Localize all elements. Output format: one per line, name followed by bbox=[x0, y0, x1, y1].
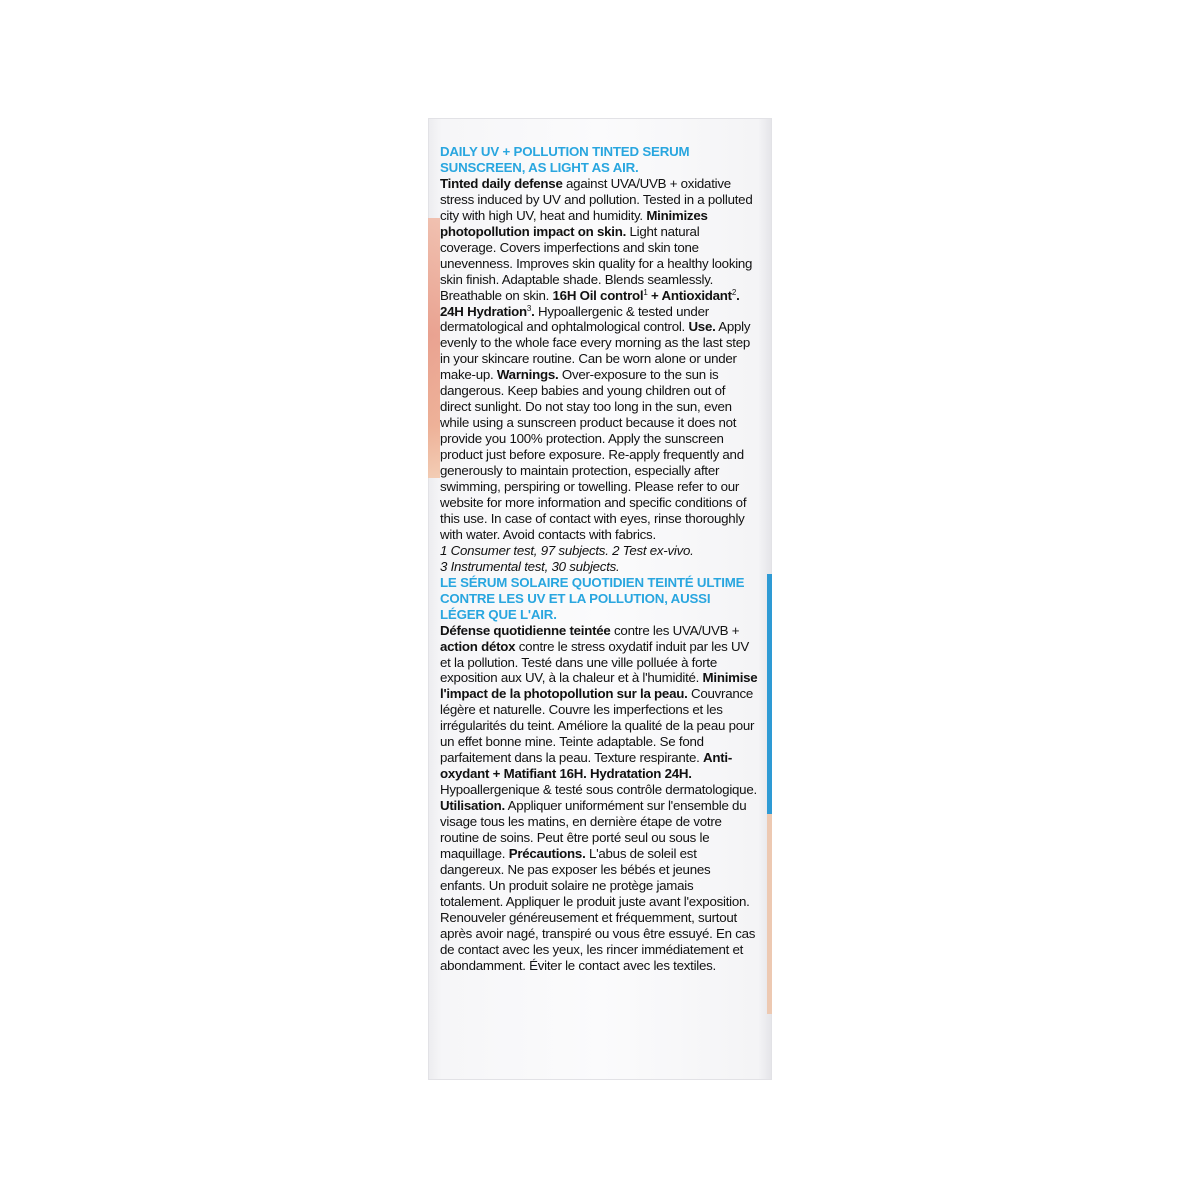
fr-text-1: contre les UVA/UVB + bbox=[610, 622, 740, 638]
skin-edge-stripe bbox=[767, 814, 772, 1014]
en-sup-2: 2 bbox=[731, 287, 737, 297]
tint-color-swatch bbox=[428, 218, 440, 478]
fr-bold-antioxydant: Anti-oxydant + Matifiant 16H. Hydratation 24H. bbox=[440, 750, 733, 782]
en-sup-3: 3 bbox=[526, 303, 532, 313]
en-text-3: Light natural coverage. Covers imperfections and skin tone unevenness. Improves skin quality for a healthy looking skin finish. Adaptable shade. Blends seamlessly. Breathable on skin. bbox=[440, 223, 753, 303]
blue-edge-stripe bbox=[767, 574, 772, 814]
en-bold-warnings: Warnings. bbox=[496, 367, 559, 383]
fr-bold-utilisation: Utilisation. bbox=[440, 798, 505, 814]
en-footnote-2: 3 Instrumental test, 30 subjects. bbox=[440, 558, 620, 574]
fr-text-4: Hypoallergenique & testé sous contrôle dermatologique. bbox=[440, 782, 757, 798]
english-heading: DAILY UV + POLLUTION TINTED SERUM SUNSCREEN, AS LIGHT AS AIR. bbox=[440, 144, 690, 175]
french-description bbox=[440, 623, 758, 974]
en-bold-period: . bbox=[531, 303, 535, 319]
english-description bbox=[440, 176, 758, 543]
fr-text-use: Appliquer uniformément sur l'ensemble du visage tous les matins, en dernière étape de votre routine de soins. Peut être porté seul ou sous le maquillage. bbox=[440, 798, 747, 861]
en-bold-antioxidant: + Antioxidant bbox=[647, 287, 732, 303]
fr-bold-defense: Défense quotidienne teintée bbox=[440, 622, 611, 638]
en-bold-use: Use. bbox=[688, 319, 716, 335]
fr-text-3: Couvrance légère et naturelle. Couvre les imperfections et les irrégularités du teint. Améliore la qualité de la peau pour un effet bonne mine. Teinte adaptable. Se fond parfaitement dans la peau. Texture respirante. bbox=[440, 686, 755, 766]
fr-bold-detox: action détox bbox=[440, 638, 516, 654]
en-bold-oil-control: 16H Oil control bbox=[552, 287, 644, 303]
fr-bold-precautions: Précautions. bbox=[508, 845, 586, 861]
en-sup-1: 1 bbox=[643, 287, 648, 297]
en-text-1: against UVA/UVB + oxidative stress induced by UV and pollution. Tested in a polluted city with high UV, heat and humidity. bbox=[440, 175, 753, 223]
en-footnote-1: 1 Consumer test, 97 subjects. 2 Test ex-vivo. bbox=[440, 542, 694, 558]
label-text bbox=[440, 144, 758, 974]
french-heading: LE SÉRUM SOLAIRE QUOTIDIEN TEINTÉ ULTIME CONTRE LES UV ET LA POLLUTION, AUSSI LÉGER QUE L'AIR. bbox=[440, 574, 745, 622]
en-text-use: Apply evenly to the whole face every morning as the last step in your skincare routine. Can be worn alone or under make-up. bbox=[440, 319, 751, 383]
fr-bold-minimise: Minimise l'impact de la photopollution sur la peau. bbox=[440, 670, 758, 702]
fr-text-warn: L'abus de soleil est dangereux. Ne pas exposer les bébés et jeunes enfants. Un produit solaire ne protège jamais totalement. Appliquer le produit juste avant l'exposition. Renouveler généreusement et fréquemment, surtout après avoir nagé, transpiré ou vous être essuyé. En cas de contact avec les yeux, les rincer immédiatement et abondamment. Éviter le contact avec les textiles. bbox=[440, 845, 756, 973]
en-text-warnings: Over-exposure to the sun is dangerous. Keep babies and young children out of direct sunlight. Do not stay too long in the sun, even while using a sunscreen product because it does not provide you 100% protection. Apply the sunscreen product just before exposure. Re-apply frequently and generously to maintain protection, especially after swimming, perspiring or towelling. Please refer to our website for more information and specific conditions of this use. In case of contact with eyes, rinse thoroughly with water. Avoid contacts with fabrics. bbox=[440, 367, 747, 542]
en-bold-minimizes: Minimizes photopollution impact on skin. bbox=[440, 207, 708, 239]
en-bold-hydration: . 24H Hydration bbox=[440, 287, 740, 319]
fr-text-1b: contre le stress oxydatif induit par les UV et la pollution. Testé dans une ville polluée à forte exposition aux UV, à la chaleur et à l'humidité. bbox=[440, 638, 749, 686]
en-bold-tinted: Tinted daily defense bbox=[440, 175, 563, 191]
en-text-4: Hypoallergenic & tested under dermatological and ophtalmological control. bbox=[440, 303, 709, 335]
product-box-side-panel bbox=[428, 118, 772, 1080]
